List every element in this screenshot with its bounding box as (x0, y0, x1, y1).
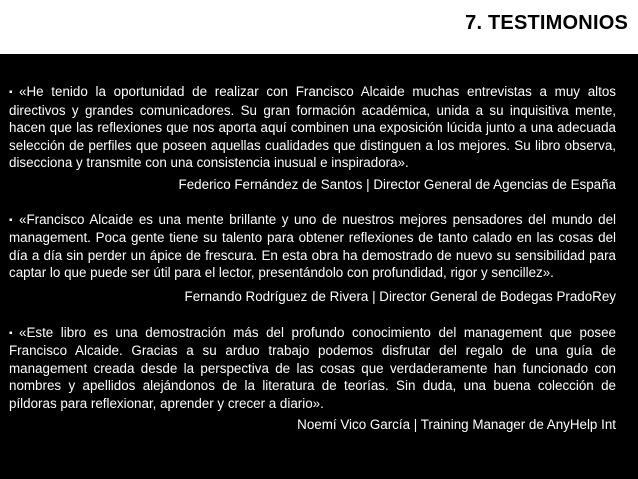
slide-title: 7. TESTIMONIOS (465, 12, 628, 34)
testimonial-item (9, 324, 616, 434)
square-bullet-icon: ▪ (9, 87, 13, 98)
testimonial-attribution: Noemí Vico García | Training Manager de AnyHelp Int (297, 416, 616, 432)
square-bullet-icon: ▪ (9, 327, 13, 339)
testimonial-attribution: Fernando Rodríguez de Rivera | Director General de Bodegas PradoRey (184, 288, 616, 304)
testimonial-quote (9, 83, 616, 172)
testimonials-list (9, 83, 616, 433)
quote-text: «Francisco Alcaide es una mente brillante y uno de nuestros mejores pensadores del mundo del management. Poca gente tiene su talento para obtener reflexiones de tanto calado en las cosas del día a día sin perder un ápice de frescura. En esta obra ha demostrado de nuevo su sensibilidad para captar lo que puede ser útil para el lector, presentándolo con profundidad, rigor y sencillez». (9, 211, 616, 281)
testimonial-item (9, 211, 616, 306)
square-bullet-icon: ▪ (9, 214, 13, 226)
quote-text: «He tenido la oportunidad de realizar con Francisco Alcaide muchas entrevistas a muy altos directivos y grandes comunicadores. Su gran formación académica, unida a su inquisitiva mente, hacen que las reflexiones que nos aporta aquí combinen una exposición lúcida junto a una adecuada selección de perfiles que poseen aquellas cualidades que distinguen a los mejores. Su libro observa, disecciona y transmite con una consistencia inusual e inspiradora». (9, 84, 616, 171)
testimonial-quote (9, 211, 616, 282)
quote-text: «Este libro es una demostración más del profundo conocimiento del management que posee Francisco Alcaide. Gracias a su arduo trabajo podemos disfrutar del regalo de una guía de management creada desde la perspectiva de las cosas que verdaderamente han funcionado con nombres y apellidos alejándonos de la literatura de teorías. Sin duda, una buena colección de píldoras para reflexionar, aprender y crecer a diario». (9, 324, 616, 411)
testimonial-item (9, 83, 616, 194)
testimonial-attribution: Federico Fernández de Santos | Director General de Agencias de España (178, 176, 616, 192)
slide-header (0, 0, 638, 54)
testimonial-quote (9, 324, 616, 413)
